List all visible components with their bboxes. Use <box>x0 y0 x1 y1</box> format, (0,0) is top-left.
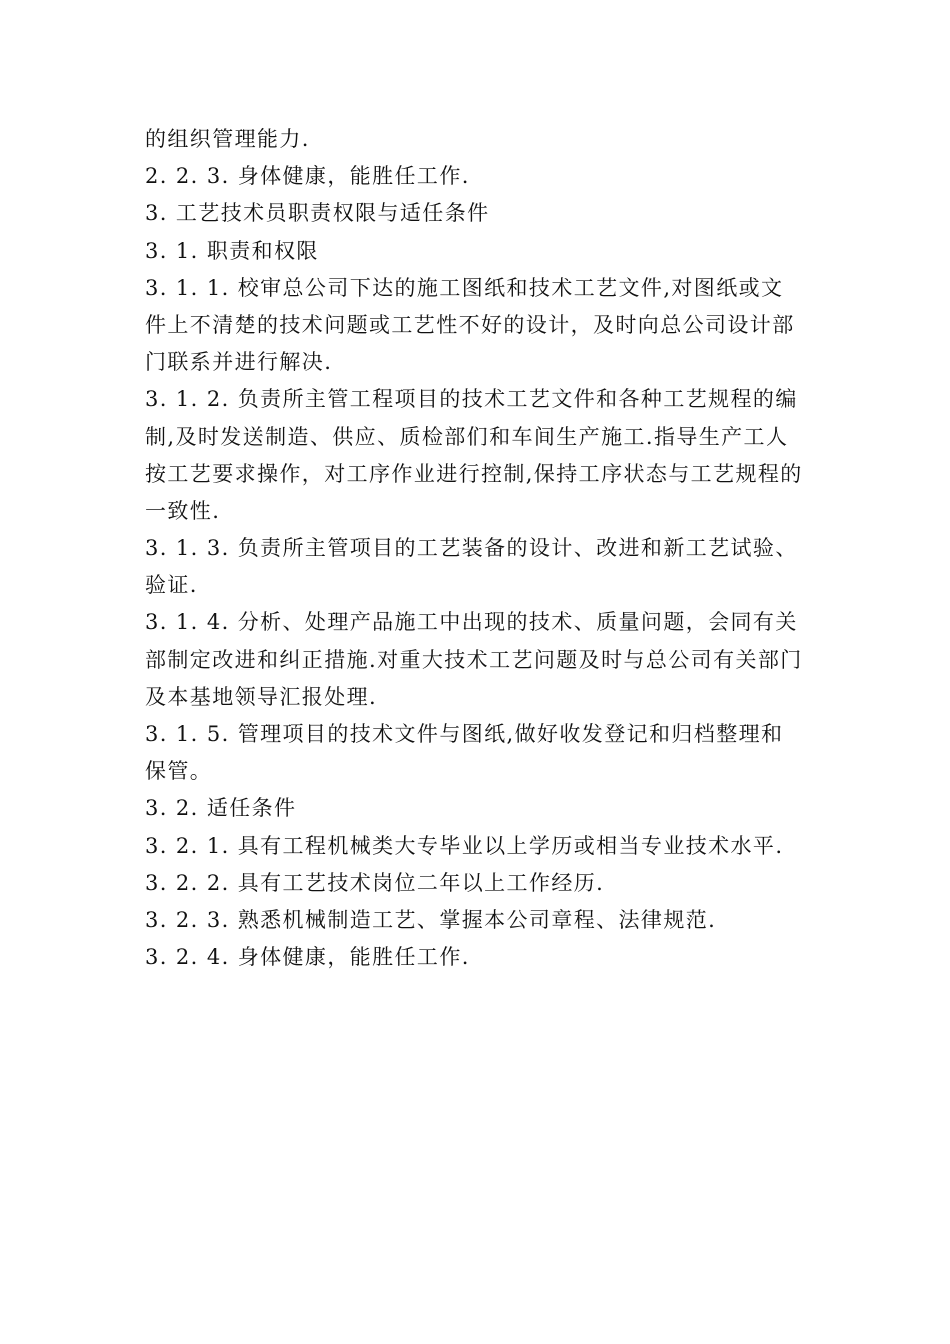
subsection-heading: 3. 1. 职责和权限 <box>145 238 319 263</box>
section-heading: 3. 工艺技术员职责权限与适任条件 <box>145 201 490 226</box>
text-line: 2. 2. 3. 身体健康，能胜任工作. <box>145 164 470 189</box>
text-line: 3. 1. 4. 分析、处理产品施工中出现的技术、质量问题，会同有关 <box>145 610 798 635</box>
text-line: 件上不清楚的技术问题或工艺性不好的设计，及时向总公司设计部 <box>145 312 795 337</box>
text-line: 保管。 <box>145 759 213 784</box>
text-line: 3. 2. 2. 具有工艺技术岗位二年以上工作经历. <box>145 870 605 895</box>
text-line: 3. 1. 3. 负责所主管项目的工艺装备的设计、改进和新工艺试验、 <box>145 536 798 561</box>
text-line: 3. 2. 4. 身体健康，能胜任工作. <box>145 945 470 970</box>
text-line: 3. 2. 3. 熟悉机械制造工艺、掌握本公司章程、法律规范. <box>145 907 717 932</box>
text-line: 3. 1. 1. 校审总公司下达的施工图纸和技术工艺文件,对图纸或文 <box>145 275 784 300</box>
text-line: 一致性. <box>145 498 221 523</box>
text-line: 验证. <box>145 573 198 598</box>
text-line: 及本基地领导汇报处理. <box>145 684 378 709</box>
subsection-heading: 3. 2. 适任条件 <box>145 796 297 821</box>
text-line: 3. 2. 1. 具有工程机械类大专毕业以上学历或相当专业技术水平. <box>145 833 784 858</box>
text-line: 按工艺要求操作，对工序作业进行控制,保持工序状态与工艺规程的 <box>145 461 803 486</box>
text-line: 门联系并进行解决. <box>145 350 333 375</box>
document-body <box>145 121 810 976</box>
text-line: 3. 1. 5. 管理项目的技术文件与图纸,做好收发登记和归档整理和 <box>145 722 784 746</box>
text-line: 的组织管理能力. <box>145 127 310 151</box>
text-line: 制,及时发送制造、供应、质检部们和车间生产施工.指导生产工人 <box>145 424 789 449</box>
text-line: 3. 1. 2. 负责所主管工程项目的技术工艺文件和各种工艺规程的编 <box>145 387 798 412</box>
text-line: 部制定改进和纠正措施.对重大技术工艺问题及时与总公司有关部门 <box>145 647 803 672</box>
